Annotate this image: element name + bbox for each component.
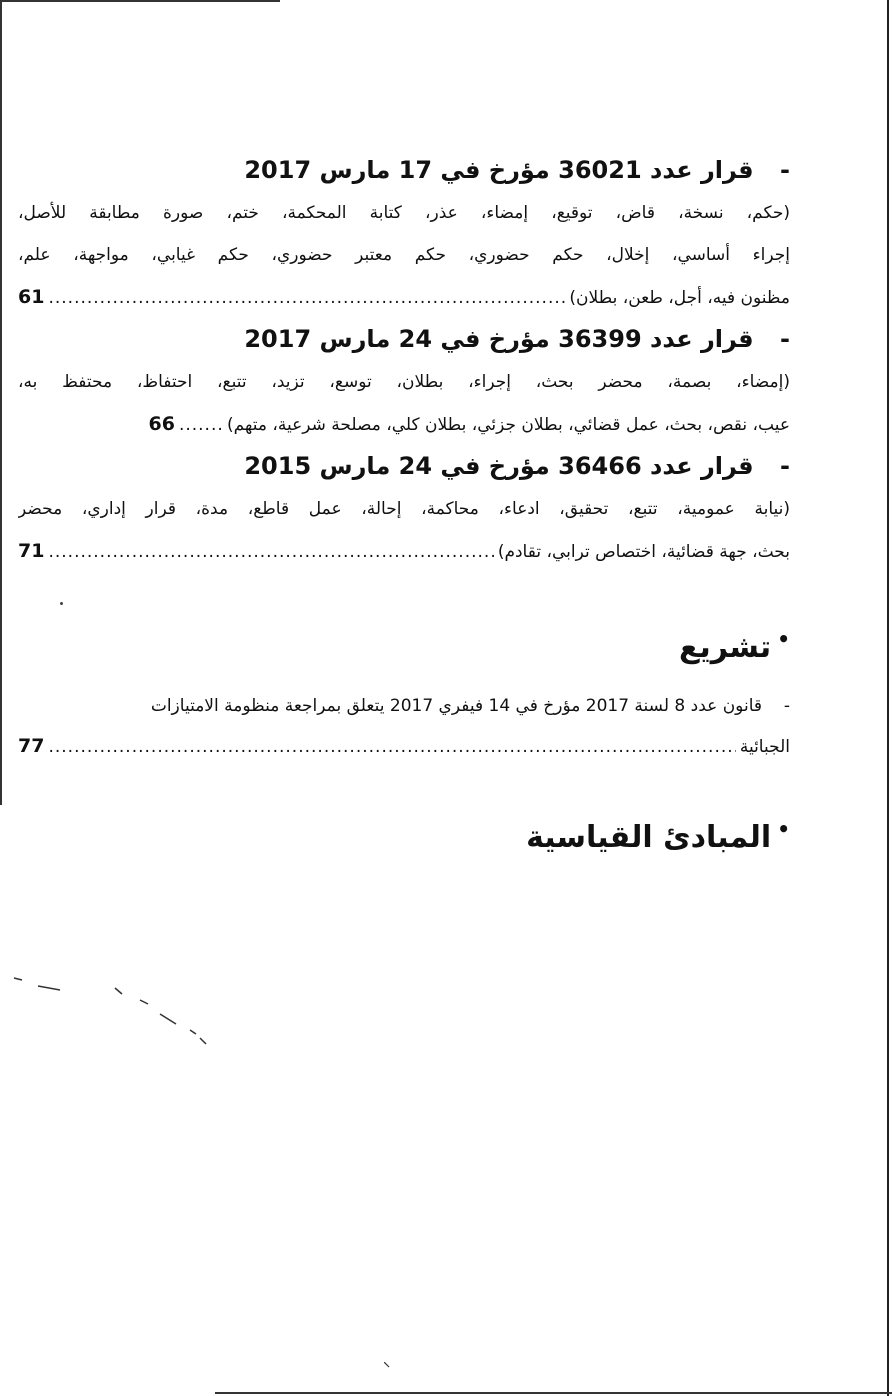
leader-dots [48,531,493,573]
toc-line [18,276,790,319]
section-title-legislation [18,617,790,670]
leader-dots [48,727,735,767]
leader-dots [179,404,223,446]
page-number: 71 [18,540,45,562]
decision-heading [18,319,790,361]
scan-border-top [0,0,280,2]
scan-speck [60,602,63,605]
keywords-line: بحث، جهة قضائية، اختصاص ترابي، تقادم) [497,542,790,562]
page-number: 66 [148,413,175,435]
section-title-text: تشريع [678,630,772,665]
list-dash: - [780,452,790,480]
decision-title: قرار عدد 36021 مؤرخ في 17 مارس 2017 [244,156,754,184]
scan-noise-marks [10,970,220,1050]
decision-title: قرار عدد 36466 مؤرخ في 24 مارس 2015 [244,452,754,480]
list-dash: - [783,696,790,716]
law-line [18,686,790,726]
keywords-line: (نيابة عمومية، تتبع، تحقيق، ادعاء، محاكمة، إحالة، عمل قاطع، مدة، قرار إداري، محضر [18,499,790,519]
toc-line [18,726,790,767]
scan-speck [384,1362,390,1368]
page-number: 77 [18,735,45,757]
toc-entry-decision-36466 [18,446,790,573]
toc-entry-decision-36021 [18,150,790,319]
toc-line [18,403,790,446]
leader-dots [48,277,565,319]
keywords-line: (حكم، نسخة، قاض، توقيع، إمضاء، عذر، كتابة المحكمة، ختم، صورة مطابقة للأصل، [18,203,790,223]
scan-border-bottom [215,1392,892,1394]
scan-border-left [0,0,2,805]
decision-keywords [18,361,790,446]
law-title: قانون عدد 8 لسنة 2017 مؤرخ في 14 فيفري 2017 يتعلق بمراجعة منظومة الامتيازات [150,696,762,716]
keywords-line: عيب، نقص، بحث، عمل قضائي، بطلان جزئي، بطلان كلي، مصلحة شرعية، متهم) [226,415,790,435]
scan-border-right [887,0,889,1396]
decision-heading [18,150,790,192]
section-title-principles [18,807,790,860]
keywords-line: (إمضاء، بصمة، محضر بحث، إجراء، بطلان، توسع، تزيد، تتبع، احتفاظ، محتفظ به، [18,372,790,392]
toc-entry-decision-36399 [18,319,790,446]
decision-keywords [18,488,790,573]
list-dash: - [780,325,790,353]
section-bullet: • [777,627,790,651]
list-dash: - [780,156,790,184]
page-number: 61 [18,286,45,308]
section-bullet: • [777,817,790,841]
keywords-line: إجراء أساسي، إخلال، حكم حضوري، حكم معتبر حضوري، حكم غيابي، مواجهة، علم، [18,245,790,265]
section-title-text: المبادئ القياسية [526,820,772,855]
decision-heading [18,446,790,488]
decision-keywords [18,192,790,319]
table-of-contents [18,150,790,860]
toc-line [18,530,790,573]
law-title-continued: الجبائية [739,737,790,757]
keywords-line: مظنون فيه، أجل، طعن، بطلان) [569,288,790,308]
decision-title: قرار عدد 36399 مؤرخ في 24 مارس 2017 [244,325,754,353]
toc-entry-law [18,686,790,767]
